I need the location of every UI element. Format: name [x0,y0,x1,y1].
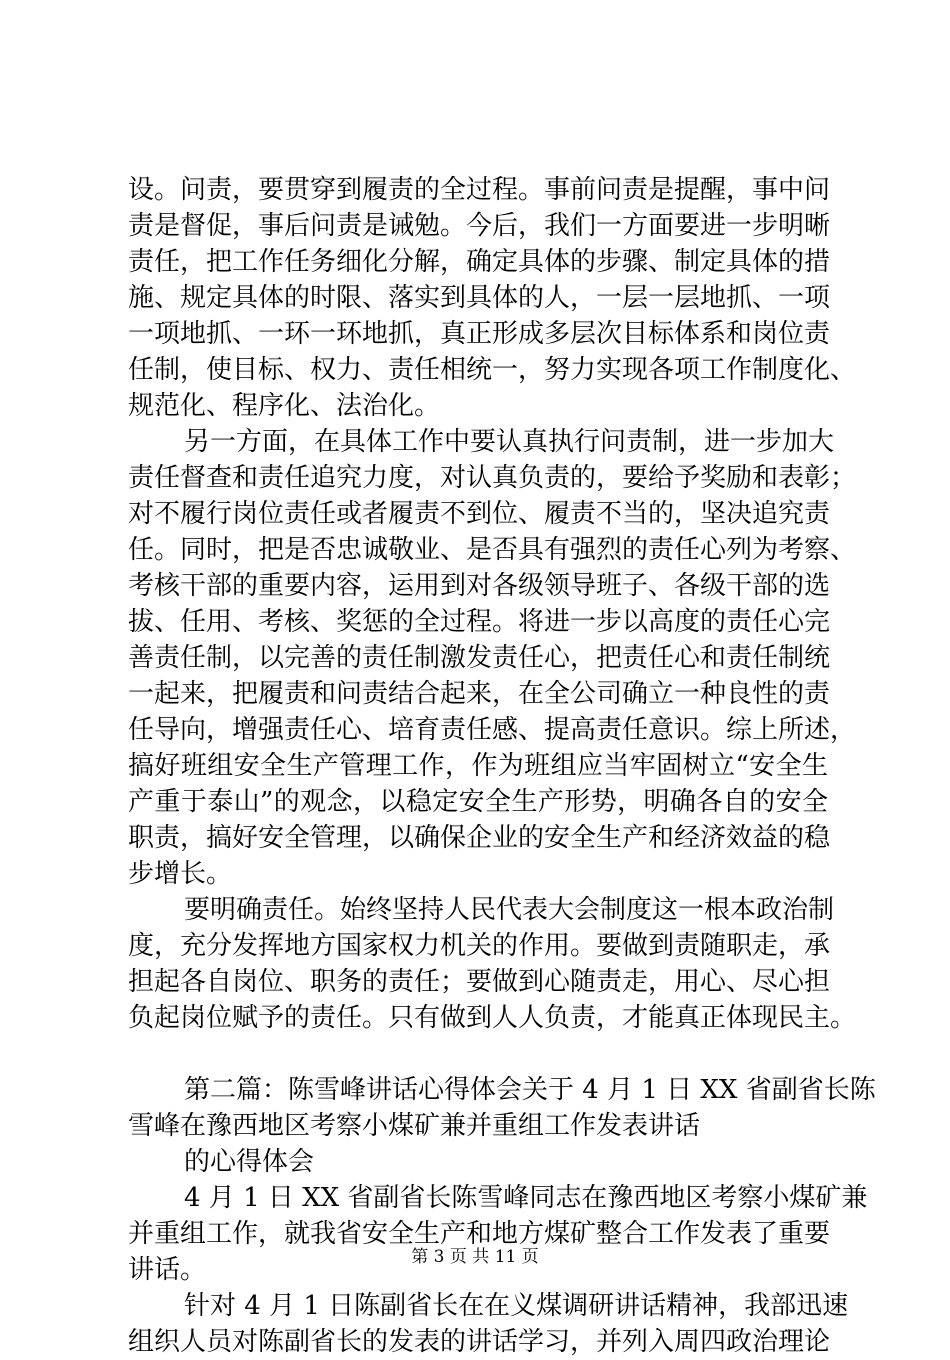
text-line: 任。同时，把是否忠诚敬业、是否具有强烈的责任心列为考察、 [128,535,857,565]
text-line: 要明确责任。始终坚持人民代表大会制度这一根本政治制 [184,895,835,925]
text-line: 设。问责，要贯穿到履责的全过程。事前问责是提醒，事中问 [128,175,831,205]
paragraph [128,892,857,1036]
text-line: 度，充分发挥地方国家权力机关的作用。要做到责随职走，承 [128,931,831,961]
text-line: 拔、任用、考核、奖惩的全过程。将进一步以高度的责任心完 [128,607,831,637]
text-line: 针对 4 月 1 日陈副省长在在义煤调研讲话精神，我部迅速 [184,1291,849,1321]
text-line: 任导向，增强责任心、培育责任感、提高责任意识。综上所述， [128,715,857,745]
text-line: 责是督促，事后问责是诫勉。今后，我们一方面要进一步明晰 [128,211,831,241]
text-line: 并重组工作，就我省安全生产和地方煤矿整合工作发表了重要 [128,1219,831,1249]
text-line: 善责任制，以完善的责任制激发责任心，把责任心和责任制统 [128,643,831,673]
text-line: 规范化、程序化、法治化。 [128,391,441,421]
text-line: 组织人员对陈副省长的发表的讲话学习，并列入周四政治理论 [128,1327,831,1357]
page-footer: 第 3 页 共 11 页 [411,1247,539,1267]
text-line: 雪峰在豫西地区考察小煤矿兼并重组工作发表讲话 [128,1111,701,1141]
paragraph [128,1288,849,1360]
text-line: 任制，使目标、权力、责任相统一，努力实现各项工作制度化、 [128,355,857,385]
text-line: 的心得体会 [184,1147,315,1177]
text-line: 讲话。 [128,1255,207,1285]
text-line: 产重于泰山”的观念，以稳定安全生产形势，明确各自的安全 [128,787,828,817]
text-line: 负起岗位赋予的责任。只有做到人人负责，才能真正体现民主。 [128,1003,857,1033]
paragraph [128,1144,828,1180]
text-line: 一起来，把履责和问责结合起来，在全公司确立一种良性的责 [128,679,831,709]
text-line: 4 月 1 日 XX 省副省长陈雪峰同志在豫西地区考察小煤矿兼 [184,1183,868,1213]
text-line: 考核干部的重要内容，运用到对各级领导班子、各级干部的选 [128,571,831,601]
document-body [128,172,876,1360]
text-line: 另一方面，在具体工作中要认真执行问责制，进一步加大 [184,427,835,457]
text-line: 步增长。 [128,859,233,889]
paragraph-gap [128,1036,828,1072]
text-line: 搞好班组安全生产管理工作，作为班组应当牢固树立“安全生 [128,751,828,781]
text-line: 第二篇：陈雪峰讲话心得体会关于 4 月 1 日 XX 省副省长陈 [184,1075,876,1105]
text-line: 担起各自岗位、职务的责任；要做到心随责走，用心、尽心担 [128,967,831,997]
paragraph [128,424,857,892]
text-line: 一项地抓、一环一环地抓，真正形成多层次目标体系和岗位责 [128,319,831,349]
text-line: 职责，搞好安全管理，以确保企业的安全生产和经济效益的稳 [128,823,831,853]
text-line: 对不履行岗位责任或者履责不到位、履责不当的，坚决追究责 [128,499,831,529]
paragraph [128,172,857,424]
paragraph [128,1180,868,1288]
text-line: 施、规定具体的时限、落实到具体的人，一层一层地抓、一项 [128,283,831,313]
text-line: 责任，把工作任务细化分解，确定具体的步骤、制定具体的措 [128,247,831,277]
text-line: 责任督查和责任追究力度，对认真负责的，要给予奖励和表彰； [128,463,857,493]
paragraph [128,1072,876,1144]
